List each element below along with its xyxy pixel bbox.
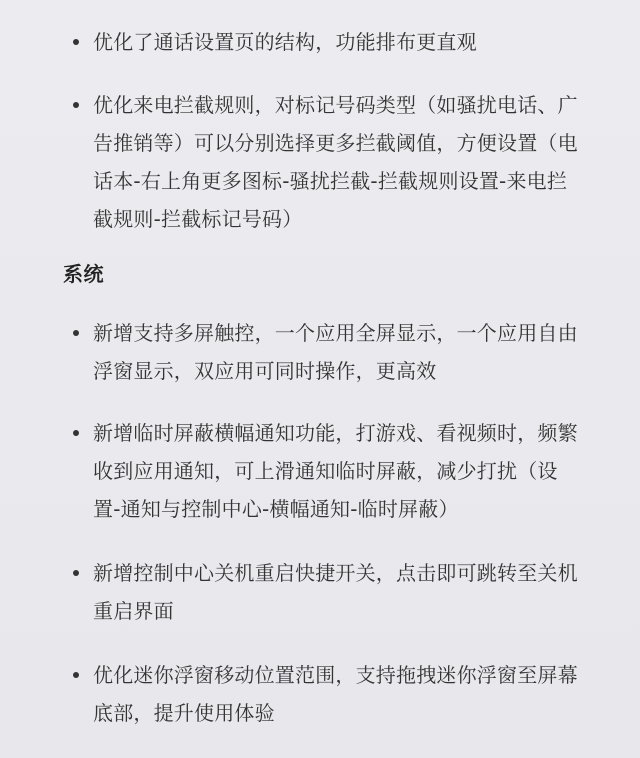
- bullet-icon: [73, 570, 79, 576]
- list-item-text: 优化了通话设置页的结构，功能排布更直观: [93, 30, 477, 54]
- bullet-icon: [73, 430, 79, 436]
- list-item-text: 新增支持多屏触控，一个应用全屏显示，一个应用自由浮窗显示，双应用可同时操作，更高效: [93, 321, 578, 383]
- bullet-icon: [73, 39, 79, 45]
- bullet-icon: [73, 672, 79, 678]
- list-item-text: 新增控制中心关机重启快捷开关，点击即可跳转至关机重启界面: [93, 561, 578, 623]
- section-title: 系统: [63, 262, 104, 286]
- list-item-text: 优化来电拦截规则，对标记号码类型（如骚扰电话、广告推销等）可以分别选择更多拦截阈值，方便设置（电话本-右上角更多图标-骚扰拦截-拦截规则设置-来电拦截规则-拦截标记号码）: [93, 93, 578, 231]
- bullet-icon: [73, 330, 79, 336]
- list-item-text: 优化迷你浮窗移动位置范围，支持拖拽迷你浮窗至屏幕底部，提升使用体验: [93, 663, 578, 725]
- list-item-text: 新增临时屏蔽横幅通知功能，打游戏、看视频时，频繁收到应用通知，可上滑通知临时屏蔽，减少打扰（设置-通知与控制中心-横幅通知-临时屏蔽）: [93, 421, 578, 521]
- bullet-icon: [73, 102, 79, 108]
